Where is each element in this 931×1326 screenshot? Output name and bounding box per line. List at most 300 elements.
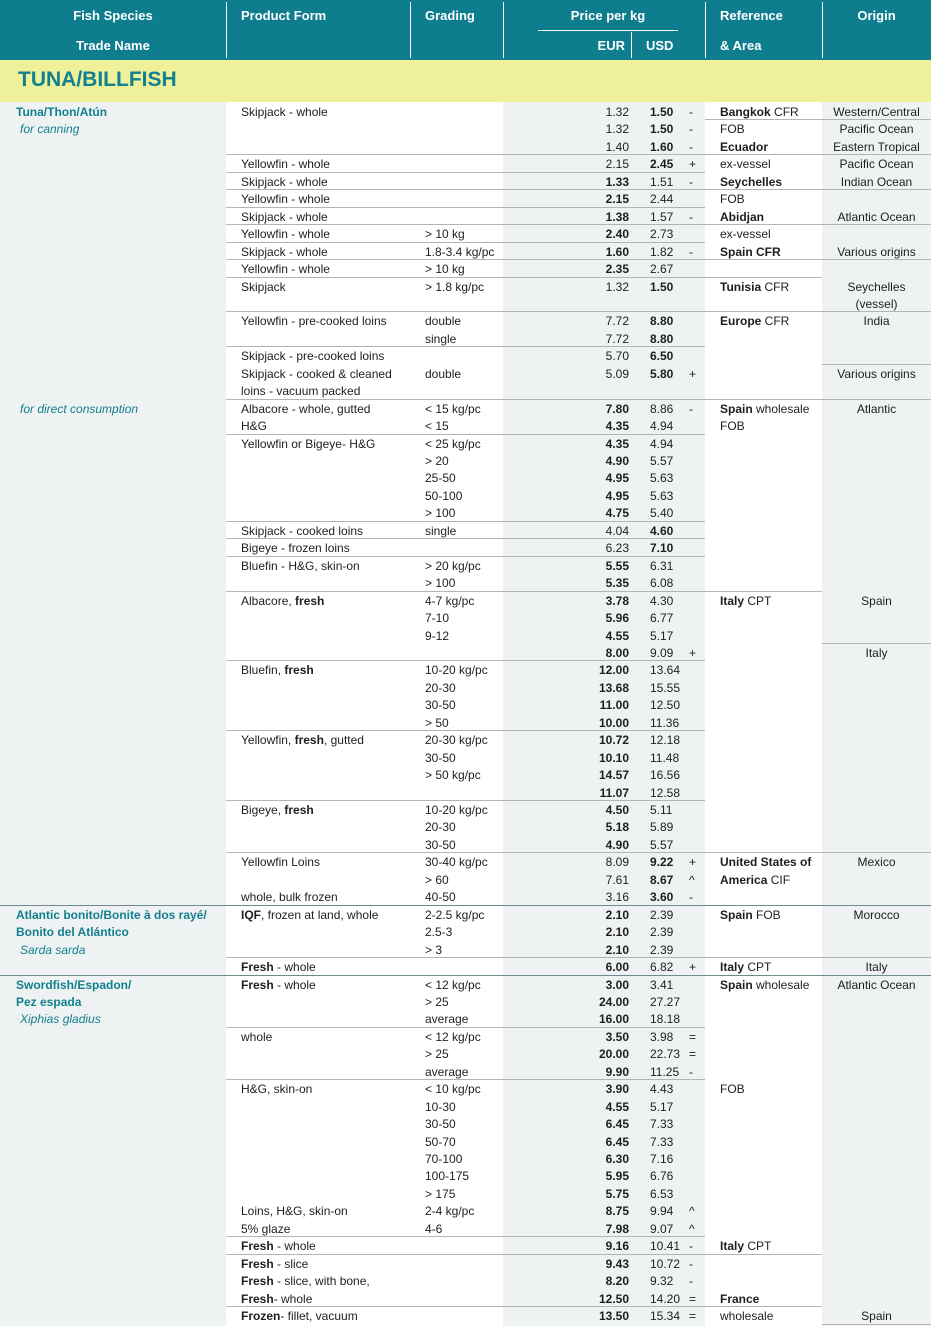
header-species: Fish Species (73, 8, 153, 23)
price-eur: 8.75 (605, 1204, 629, 1218)
species-name: Sarda sarda (20, 943, 86, 957)
reference-area (720, 978, 809, 992)
reference-area (720, 245, 781, 259)
row-divider (705, 399, 822, 400)
origin: Various origins (837, 367, 916, 381)
grading: > 175 (425, 1187, 456, 1201)
grading: < 15 kg/pc (425, 402, 481, 416)
text-run: Bluefin - H&G, skin-on (241, 559, 360, 573)
row-divider (822, 957, 931, 958)
price-usd: 5.63 (650, 471, 674, 485)
grading: 30-40 kg/pc (425, 855, 488, 869)
grading: < 15 (425, 419, 449, 433)
price-usd: 14.20 (650, 1292, 681, 1306)
text-run: Skipjack - cooked loins (241, 524, 364, 538)
header-price: Price per kg (570, 8, 646, 23)
price-eur: 4.90 (605, 454, 629, 468)
grading: average (425, 1065, 469, 1079)
header-origin: Origin (857, 8, 896, 23)
text-run: United States of (720, 855, 812, 869)
price-eur: 5.70 (605, 349, 629, 363)
row-divider (822, 259, 931, 260)
price-eur: 1.60 (605, 245, 629, 259)
origin: Indian Ocean (840, 175, 913, 189)
text-run: Spain (720, 978, 753, 992)
grading: average (425, 1012, 469, 1026)
product-form (241, 1239, 316, 1253)
row-divider (705, 311, 822, 312)
price-usd: 11.25 (650, 1065, 680, 1079)
row-divider (822, 1324, 931, 1325)
product-form (241, 437, 375, 451)
text-run: Spain CFR (720, 245, 781, 259)
text-run: 5% glaze (241, 1222, 291, 1236)
text-run: Yellowfin, (241, 733, 295, 747)
text-run: Fresh (241, 978, 274, 992)
reference-area (720, 105, 799, 119)
trend-indicator: + (689, 960, 697, 974)
grading: 10-20 kg/pc (425, 803, 488, 817)
text-run: Bigeye - frozen loins (241, 541, 350, 555)
origin: Italy (865, 960, 888, 974)
price-eur: 3.16 (605, 890, 629, 904)
grading: > 20 (425, 454, 449, 468)
grading: > 1.8 kg/pc (425, 280, 485, 294)
text-run: CIF (767, 873, 791, 887)
origin: Pacific Ocean (839, 122, 914, 136)
trend-indicator: - (689, 1257, 693, 1271)
grading: < 12 kg/pc (425, 1030, 481, 1044)
text-run: Skipjack - cooked & cleaned (241, 367, 392, 381)
price-usd: 12.50 (650, 698, 681, 712)
grading: 30-50 (425, 751, 456, 765)
row-divider (226, 1027, 705, 1028)
price-eur: 5.75 (605, 1187, 629, 1201)
product-form (241, 367, 392, 381)
text-run: Frozen (241, 1309, 281, 1323)
price-eur: 6.00 (605, 960, 629, 974)
product-form (241, 314, 387, 328)
price-usd: 15.34 (650, 1309, 681, 1323)
text-run: fresh (295, 594, 325, 608)
price-usd: 1.82 (650, 245, 674, 259)
text-run: Italy (720, 960, 745, 974)
price-usd: 22.73 (650, 1047, 681, 1061)
row-divider (705, 852, 822, 853)
price-eur: 13.50 (598, 1309, 629, 1323)
text-run: wholesale (752, 978, 810, 992)
trend-indicator: + (689, 855, 697, 869)
text-run: fresh (284, 803, 314, 817)
reference-area (720, 280, 789, 294)
text-run: Spain (720, 908, 753, 922)
price-eur: 1.38 (605, 210, 629, 224)
grading: 25-50 (425, 471, 456, 485)
row-divider (226, 521, 705, 522)
price-eur: 5.35 (605, 576, 629, 590)
row-divider (705, 154, 822, 155)
trend-indicator: - (689, 210, 693, 224)
trend-indicator: - (689, 122, 693, 136)
price-usd: 5.11 (650, 803, 673, 817)
origin: Seychelles (847, 280, 906, 294)
product-form (241, 733, 364, 747)
trend-indicator: - (689, 890, 693, 904)
product-form (241, 1309, 358, 1323)
product-form (241, 384, 360, 398)
reference-area (720, 419, 745, 433)
price-usd: 6.76 (650, 1169, 674, 1183)
grading: 4-6 (425, 1222, 443, 1236)
grading: > 100 (425, 576, 456, 590)
species-name: Xiphias gladius (20, 1012, 101, 1026)
price-eur: 8.00 (605, 646, 629, 660)
text-run: CPT (744, 594, 772, 608)
price-usd: 4.94 (650, 419, 674, 433)
grading: > 60 (425, 873, 449, 887)
product-form (241, 280, 286, 294)
text-run: Skipjack - whole (241, 105, 328, 119)
text-run: Fresh (241, 1292, 274, 1306)
text-run: , frozen at land, whole (261, 908, 379, 922)
price-eur: 2.10 (605, 925, 629, 939)
text-run: FOB (752, 908, 781, 922)
price-usd: 11.48 (650, 751, 680, 765)
trend-indicator: = (689, 1047, 697, 1061)
text-run: Italy (720, 594, 745, 608)
price-eur: 4.50 (605, 803, 629, 817)
text-run: - slice, with bone, (273, 1274, 370, 1288)
reference-area (720, 1082, 745, 1096)
text-run: - whole (273, 1239, 316, 1253)
text-run: Italy (720, 1239, 745, 1253)
row-divider (705, 259, 822, 260)
product-form (241, 245, 328, 259)
price-eur: 5.55 (605, 559, 629, 573)
price-eur: 6.30 (605, 1152, 629, 1166)
grading: > 50 (425, 716, 449, 730)
reference-area (720, 314, 789, 328)
text-run: whole (241, 1030, 273, 1044)
price-usd: 7.33 (650, 1117, 674, 1131)
price-eur: 1.32 (605, 280, 629, 294)
text-run: CFR (761, 314, 790, 328)
product-form (241, 210, 328, 224)
text-run: Yellowfin - whole (241, 192, 330, 206)
price-eur: 16.00 (598, 1012, 629, 1026)
text-run: Seychelles (720, 175, 783, 189)
grading: > 100 (425, 506, 456, 520)
price-usd: 8.86 (650, 402, 674, 416)
product-form (241, 890, 338, 904)
price-usd: 4.94 (650, 437, 674, 451)
species-name: Bonito del Atlántico (16, 925, 129, 939)
header-usd: USD (646, 38, 674, 53)
product-form (241, 524, 363, 538)
species-name: Swordfish/Espadon/ (16, 978, 132, 992)
row-divider (822, 224, 931, 225)
price-usd: 12.58 (650, 786, 681, 800)
price-usd: 12.18 (650, 733, 681, 747)
text-run: whole, bulk frozen (241, 890, 338, 904)
price-eur: 5.96 (605, 611, 629, 625)
price-usd: 4.43 (650, 1082, 674, 1096)
text-run: Fresh (241, 1274, 274, 1288)
origin: Spain (861, 594, 892, 608)
price-eur: 11.00 (599, 698, 629, 712)
row-divider (822, 189, 931, 190)
origin: Various origins (837, 245, 916, 259)
text-run: Skipjack - whole (241, 245, 328, 259)
text-run: H&G, skin-on (241, 1082, 313, 1096)
price-eur: 2.15 (605, 157, 629, 171)
origin: India (863, 314, 890, 328)
trend-indicator: = (689, 1292, 697, 1306)
species-column-bg (0, 102, 226, 1326)
price-usd: 8.80 (650, 332, 674, 346)
text-run: CPT (744, 1239, 772, 1253)
text-run: Fresh (241, 960, 274, 974)
price-usd: 18.18 (650, 1012, 681, 1026)
price-usd: 2.39 (650, 925, 674, 939)
product-form (241, 855, 320, 869)
grading: 20-30 kg/pc (425, 733, 488, 747)
price-eur: 2.35 (605, 262, 629, 276)
text-run: CPT (744, 960, 772, 974)
text-run: , gutted (323, 733, 364, 747)
price-eur: 24.00 (598, 995, 629, 1009)
price-usd: 1.60 (650, 140, 674, 154)
product-form (241, 105, 328, 119)
price-usd: 7.33 (650, 1135, 674, 1149)
price-eur: 1.32 (605, 105, 629, 119)
row-divider (226, 660, 705, 661)
grading: 10-30 (425, 1100, 456, 1114)
reference-area (720, 855, 811, 869)
origin: Atlantic Ocean (837, 978, 916, 992)
trend-indicator: - (689, 1065, 693, 1079)
product-form (241, 175, 328, 189)
row-divider (705, 1254, 822, 1255)
trend-indicator: + (689, 646, 697, 660)
text-run: wholesale (752, 402, 810, 416)
row-divider (226, 1254, 705, 1255)
price-usd: 2.39 (650, 943, 674, 957)
product-form (241, 402, 370, 416)
header-eur: EUR (597, 38, 625, 53)
price-eur: 3.78 (605, 594, 629, 608)
trend-indicator: - (689, 105, 693, 119)
price-usd: 13.64 (650, 663, 681, 677)
reference-area (720, 140, 768, 154)
price-eur: 9.90 (605, 1065, 629, 1079)
header-reference: Reference (720, 8, 783, 23)
text-run: Skipjack - pre-cooked loins (241, 349, 385, 363)
price-eur: 4.90 (605, 838, 629, 852)
grading: 20-30 (425, 820, 456, 834)
text-run: Fresh (241, 1257, 274, 1271)
price-eur: 8.20 (605, 1274, 629, 1288)
trend-indicator: = (689, 1030, 697, 1044)
row-divider (822, 311, 931, 312)
text-run: Bluefin, (241, 663, 285, 677)
text-run: ex-vessel (720, 227, 771, 241)
price-usd: 1.50 (650, 122, 674, 136)
trend-indicator: - (689, 1239, 693, 1253)
grading: 30-50 (425, 698, 456, 712)
row-divider (822, 852, 931, 853)
species-name: Atlantic bonito/Bonite à dos rayé/ (16, 908, 207, 922)
text-run: FOB (720, 419, 745, 433)
header-grading: Grading (425, 8, 475, 23)
text-run: Skipjack - whole (241, 175, 328, 189)
row-divider (226, 277, 705, 278)
text-run: FOB (720, 1082, 745, 1096)
row-divider (705, 224, 822, 225)
product-form (241, 227, 330, 241)
reference-area (720, 192, 745, 206)
price-eur: 4.75 (605, 506, 629, 520)
price-eur: 4.35 (605, 419, 629, 433)
trend-indicator: + (689, 367, 697, 381)
reference-area (720, 908, 781, 922)
grading: > 25 (425, 1047, 449, 1061)
price-usd: 5.17 (650, 629, 674, 643)
row-divider (705, 189, 822, 190)
price-usd: 1.50 (650, 105, 674, 119)
row-divider (226, 259, 705, 260)
trend-indicator: - (689, 245, 693, 259)
price-eur: 3.00 (605, 978, 629, 992)
grading: double (425, 367, 462, 381)
price-usd: 9.32 (650, 1274, 674, 1288)
origin: Mexico (857, 855, 896, 869)
price-usd: 5.63 (650, 489, 674, 503)
price-eur: 1.40 (605, 140, 629, 154)
reference-area (720, 960, 771, 974)
price-eur: 3.50 (605, 1030, 629, 1044)
price-usd: 10.41 (650, 1239, 681, 1253)
text-run: Yellowfin - pre-cooked loins (241, 314, 387, 328)
text-run: fresh (294, 733, 324, 747)
grading: > 25 (425, 995, 449, 1009)
row-divider (705, 957, 822, 958)
product-form (241, 157, 330, 171)
text-run: France (720, 1292, 760, 1306)
grading: 100-175 (425, 1169, 470, 1183)
trend-indicator: + (689, 157, 697, 171)
price-eur: 2.40 (605, 227, 629, 241)
text-run: Bigeye, (241, 803, 285, 817)
row-divider (226, 242, 705, 243)
row-divider (226, 957, 705, 958)
text-run: Loins, H&G, skin-on (241, 1204, 348, 1218)
product-form (241, 1030, 272, 1044)
product-form (241, 1222, 290, 1236)
grading: > 10 kg (425, 262, 465, 276)
text-run: CFR (761, 280, 790, 294)
text-run: H&G (241, 419, 268, 433)
price-usd: 8.67 (650, 873, 674, 887)
price-usd: 10.72 (650, 1257, 681, 1271)
text-run: ex-vessel (720, 157, 771, 171)
text-run: - slice (273, 1257, 309, 1271)
row-divider (226, 346, 705, 347)
species-name: Tuna/Thon/Atún (16, 105, 108, 119)
origin: (vessel) (855, 297, 898, 311)
price-eur: 4.95 (605, 471, 629, 485)
price-usd: 6.77 (650, 611, 674, 625)
price-usd: 9.94 (650, 1204, 674, 1218)
price-usd: 2.39 (650, 908, 674, 922)
text-run: Abidjan (720, 210, 764, 224)
header-trade-name: Trade Name (76, 38, 150, 53)
reference-area (720, 122, 745, 136)
price-eur: 6.45 (605, 1135, 629, 1149)
grading: 10-20 kg/pc (425, 663, 488, 677)
row-divider (226, 1306, 705, 1307)
price-eur: 9.16 (605, 1239, 629, 1253)
price-eur: 13.68 (598, 681, 629, 695)
text-run: Yellowfin - whole (241, 227, 330, 241)
price-eur: 14.57 (598, 768, 629, 782)
origin: Spain (861, 1309, 892, 1323)
reference-area (720, 210, 764, 224)
price-eur: 5.18 (605, 820, 629, 834)
row-divider (226, 399, 705, 400)
row-divider (0, 975, 931, 976)
grading: 9-12 (425, 629, 450, 643)
grading: 7-10 (425, 611, 450, 625)
price-eur: 7.72 (605, 332, 629, 346)
trend-indicator: - (689, 1274, 693, 1288)
price-eur: 20.00 (598, 1047, 629, 1061)
reference-area (720, 402, 809, 416)
price-eur: 6.23 (605, 541, 629, 555)
reference-area (720, 594, 771, 608)
price-usd: 11.36 (650, 716, 680, 730)
grading: < 12 kg/pc (425, 978, 481, 992)
price-usd: 2.45 (650, 157, 674, 171)
row-divider (705, 1306, 822, 1307)
text-run: Ecuador (720, 140, 769, 154)
product-form (241, 192, 330, 206)
product-form (241, 1292, 312, 1306)
row-divider (705, 119, 822, 120)
price-usd: 1.50 (650, 280, 674, 294)
price-eur: 7.98 (605, 1222, 629, 1236)
text-run: Bangkok (720, 105, 771, 119)
row-divider (705, 591, 822, 592)
price-eur: 6.45 (605, 1117, 629, 1131)
product-form (241, 541, 350, 555)
row-divider (822, 119, 931, 120)
price-usd: 5.57 (650, 454, 674, 468)
species-name: for canning (20, 122, 80, 136)
price-usd: 5.40 (650, 506, 674, 520)
row-divider (226, 207, 705, 208)
reference-area (720, 1292, 759, 1306)
text-run: Albacore - whole, gutted (241, 402, 371, 416)
price-eur: 4.04 (605, 524, 629, 538)
row-divider (822, 643, 931, 644)
text-run: Skipjack (241, 280, 286, 294)
product-form (241, 803, 314, 817)
grading: > 3 (425, 943, 443, 957)
species-name: for direct consumption (20, 402, 139, 416)
trend-indicator: ^ (689, 1222, 695, 1236)
product-form (241, 908, 378, 922)
